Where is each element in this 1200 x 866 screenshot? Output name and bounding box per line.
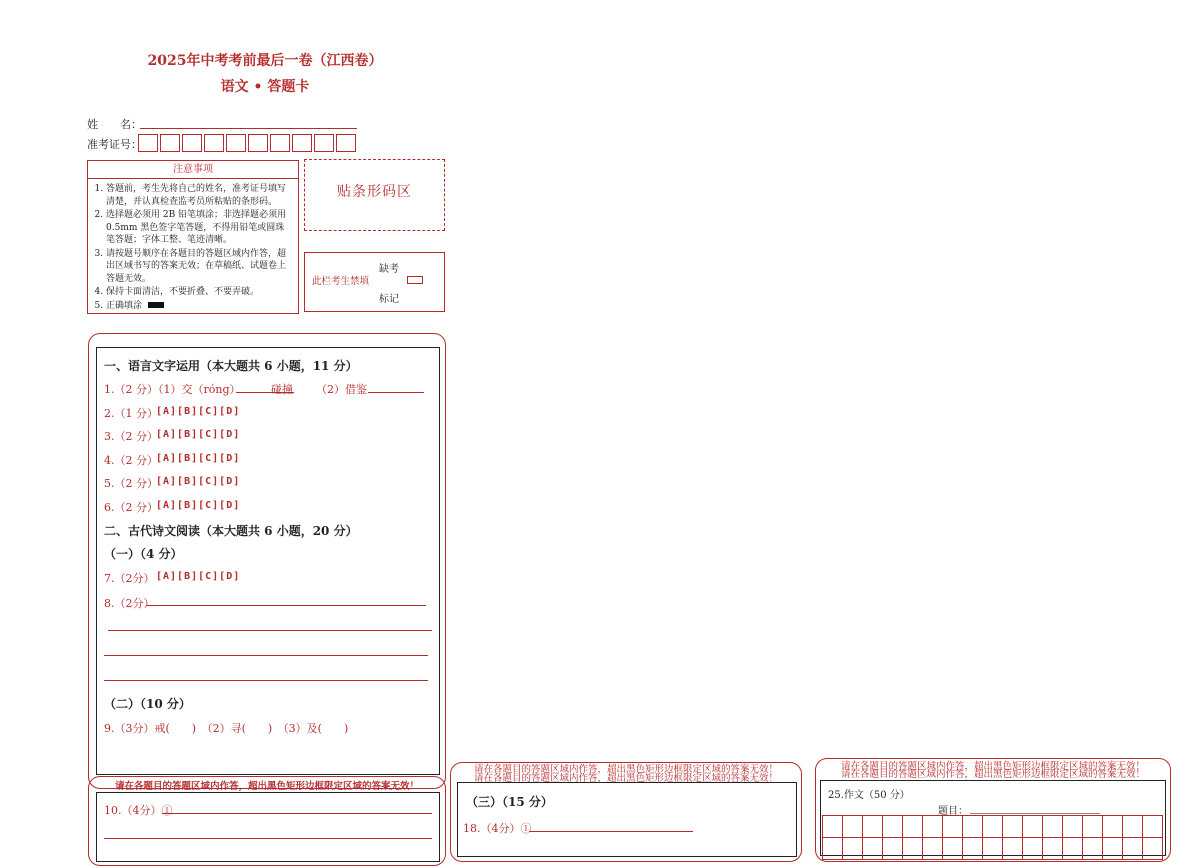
essay-topic-label: 题目： [938, 806, 968, 817]
q8-line-4[interactable] [104, 680, 428, 681]
exam-subtitle: 语文 • 答题卡 [220, 79, 310, 95]
q18-prefix: 18.（4分）① [463, 822, 532, 835]
absent-label-bottom: 标记 [379, 294, 399, 305]
q8-line-3[interactable] [104, 655, 428, 656]
id-digit-box[interactable] [270, 134, 290, 152]
notice-item: 2. 选择题必须用 2B 铅笔填涂；非选择题必须用 0.5mm 黑色签字笔答题，不得用铅笔或圆珠笔答题；字体工整、笔迹清晰。 [106, 209, 292, 247]
notice-item [106, 300, 292, 313]
notice-item: 3. 请按题号顺序在各题目的答题区域内作答，超出区域书写的答案无效；在草稿纸、试题卷上答题无效。 [106, 248, 292, 286]
id-digit-box[interactable] [160, 134, 180, 152]
exam-title: 2025年中考考前最后一卷（江西卷） [147, 53, 383, 69]
part2-sub1: （一）（4 分） [104, 547, 183, 561]
q1-part2: （2）借鉴 [316, 383, 367, 396]
warning-text-right-2: 请在各题目的答题区域内作答，超出黑色矩形边框限定区域的答案无效！ [840, 769, 1145, 780]
q8-line-1[interactable] [146, 605, 426, 606]
q4-prefix: 4.（2 分） [104, 454, 158, 467]
warning-text-right-1: 请在各题目的答题区域内作答，超出黑色矩形边框限定区域的答案无效！ [840, 761, 1145, 772]
essay-topic-field[interactable] [970, 813, 1100, 814]
q1-answer: 碰撞 [271, 383, 293, 396]
q5-prefix: 5.（2 分） [104, 477, 158, 490]
part2-heading: 二、古代诗文阅读（本大题共 6 小题，20 分） [104, 524, 358, 538]
warning-text-middle-2: 请在各题目的答题区域内作答，超出黑色矩形边框限定区域的答案无效！ [473, 773, 778, 784]
warning-text-middle-1: 请在各题目的答题区域内作答，超出黑色矩形边框限定区域的答案无效！ [473, 764, 778, 775]
absent-label-top: 缺考 [379, 264, 399, 275]
notice-item-text: 正确填涂 [106, 300, 143, 311]
absent-note: 此栏考生禁填 [312, 276, 370, 287]
q10-prefix: 10.（4分）① [104, 804, 173, 817]
q8-prefix: 8.（2分） [104, 597, 155, 610]
q7-options[interactable]: [A][B][C][D] [156, 571, 241, 582]
part3-heading: （三）（15 分） [466, 795, 553, 809]
q10-line-2[interactable] [104, 838, 432, 839]
barcode-area: 贴条形码区 [304, 159, 445, 231]
id-digit-box[interactable] [248, 134, 268, 152]
q8-line-2[interactable] [108, 630, 432, 631]
name-field[interactable] [140, 128, 357, 129]
q1-prefix: 1.（2 分）（1）交（róng） [104, 383, 241, 396]
essay-grid[interactable] [822, 815, 1163, 860]
q9-text[interactable]: 9.（3分）戒( ) （2）寻( ) （3）及( ) [104, 722, 349, 735]
q4-options[interactable]: [A][B][C][D] [156, 453, 241, 464]
q1-blank-2[interactable] [368, 392, 424, 393]
id-digit-box[interactable] [138, 134, 158, 152]
notice-title: 注意事项 [88, 161, 298, 179]
notice-item: 1. 答题前，考生先将自己的姓名，准考证号填写清楚，并认真检查监考员所粘贴的条形码。 [106, 183, 292, 208]
absent-checkbox[interactable] [407, 276, 423, 284]
id-number-boxes[interactable] [138, 134, 358, 152]
id-digit-box[interactable] [226, 134, 246, 152]
q25-prefix: 25.作文（50 分） [828, 790, 910, 801]
id-digit-box[interactable] [204, 134, 224, 152]
part2-sub2: （二）（10 分） [104, 697, 191, 711]
q3-options[interactable]: [A][B][C][D] [156, 429, 241, 440]
id-digit-box[interactable] [314, 134, 334, 152]
warning-text-left: 请在各题目的答题区域内作答，超出黑色矩形边框限定区域的答案无效！ [114, 781, 419, 792]
id-digit-box[interactable] [182, 134, 202, 152]
q5-options[interactable]: [A][B][C][D] [156, 476, 241, 487]
absent-marker-box [304, 252, 445, 312]
q18-line[interactable] [529, 831, 693, 832]
name-label: 姓 名： [87, 118, 142, 131]
notice-item: 4. 保持卡面清洁，不要折叠、不要弄破。 [106, 286, 292, 299]
q6-prefix: 6.（2 分） [104, 501, 158, 514]
q3-prefix: 3.（2 分） [104, 430, 158, 443]
part1-heading: 一、语言文字运用（本大题共 6 小题，11 分） [104, 359, 358, 373]
filled-mark-sample [148, 302, 164, 308]
notice-list [88, 183, 298, 312]
q7-prefix: 7.（2分） [104, 572, 155, 585]
id-digit-box[interactable] [292, 134, 312, 152]
id-label: 准考证号： [87, 138, 142, 151]
q2-options[interactable]: [A][B][C][D] [156, 406, 241, 417]
id-digit-box[interactable] [336, 134, 356, 152]
q2-prefix: 2.（1 分） [104, 407, 158, 420]
notice-box [87, 160, 299, 314]
q6-options[interactable]: [A][B][C][D] [156, 500, 241, 511]
q10-line-1[interactable] [162, 813, 432, 814]
